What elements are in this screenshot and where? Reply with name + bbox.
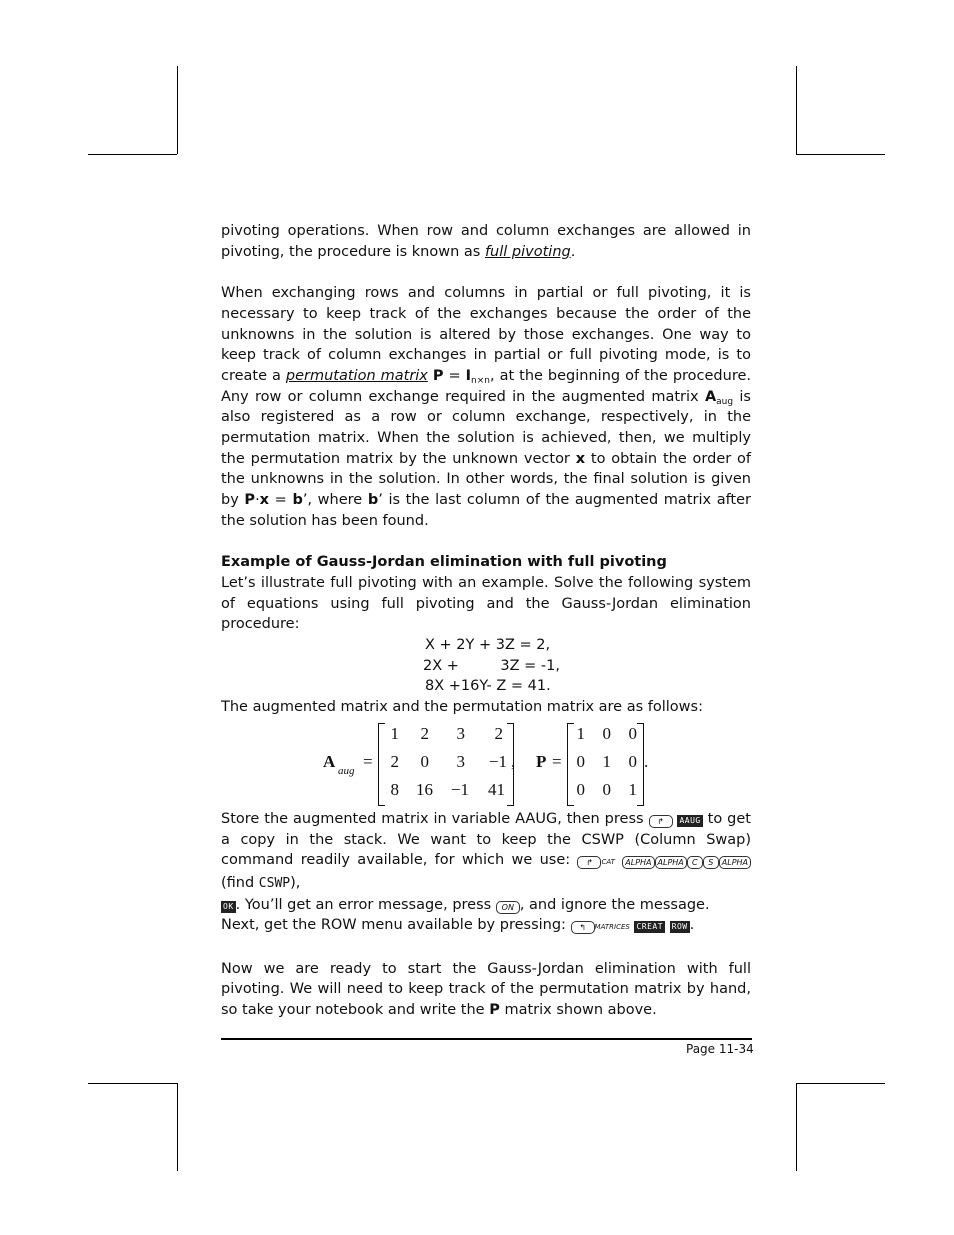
matrix-a-cell: −1 — [450, 779, 469, 799]
page-number: Page 11-34 — [686, 1042, 754, 1056]
right-shift-key-icon: ↱ — [577, 856, 601, 869]
term-full-pivoting: full pivoting — [484, 243, 571, 260]
page-content — [221, 221, 751, 1021]
matrix-a-cell: 2 — [494, 723, 503, 743]
matrix-a-cell: −1 — [488, 751, 507, 771]
crop-mark — [88, 154, 177, 155]
text: When exchanging rows and columns in partial or full pivoting, it is necessary to keep track of the exchanges because the order of the unknowns in the solution is altered by those exchanges. One way to keep track of column exchanges in partial or full pivoting mode, is to create a — [221, 285, 751, 384]
text: · — [255, 492, 260, 509]
equation-3: 8X +16Y- Z = 41. — [425, 678, 551, 695]
crop-mark — [796, 66, 797, 154]
matrix-p-cell: 0 — [628, 723, 637, 743]
matrix-a-cell: 3 — [456, 723, 465, 743]
matrix-p-cell: 1 — [602, 751, 611, 771]
matrix-a-label: A — [323, 751, 336, 771]
matrices-display — [221, 719, 751, 809]
text: = — [269, 492, 293, 509]
softkey-creat: CREAT — [636, 922, 664, 932]
crop-mark — [796, 154, 885, 155]
period: . — [644, 751, 649, 771]
cswp-command: CSWP — [258, 875, 291, 891]
crop-mark — [796, 1083, 797, 1171]
softkey-aaug: AAUG — [679, 815, 701, 825]
footer-rule — [221, 1038, 752, 1040]
paragraph-matrices-intro: The augmented matrix and the permutation matrix are as follows: — [221, 699, 703, 716]
matrix-p-cell: 0 — [602, 779, 611, 799]
text: is also registered as a row or column exchange, respectively, in the permutation matrix. When the solution is achieved, then, we multiply the permutation matrix by the unknown vector — [221, 388, 751, 467]
cat-key-label: CAT — [601, 858, 615, 867]
paragraph-keystrokes — [221, 809, 751, 938]
matrix-p-cell: 0 — [576, 751, 585, 771]
symbol-p: P — [244, 492, 256, 509]
s-key: S — [703, 856, 719, 869]
softkey-ok: OK — [223, 901, 234, 911]
symbol-b: b — [367, 492, 379, 509]
text: pivoting operations. When row and column exchanges are allowed in pivoting, the procedure is known as — [221, 223, 751, 260]
left-shift-key-icon: ↰ — [571, 921, 595, 934]
paragraph-full-pivoting — [221, 221, 751, 262]
matrix-p-cell: 0 — [602, 723, 611, 743]
matrix-a-cell: 41 — [488, 779, 505, 799]
symbol-x: x — [259, 492, 270, 509]
text: , and ignore the message. — [519, 896, 710, 913]
section-heading: Example of Gauss-Jordan elimination with full pivoting — [221, 554, 667, 571]
symbol-a: A — [704, 388, 717, 405]
text: ), — [290, 874, 301, 891]
text: ’, where — [302, 492, 368, 509]
alpha-key: ALPHA — [622, 856, 654, 869]
right-shift-key-icon: ↱ — [649, 815, 673, 828]
crop-mark — [88, 1083, 177, 1084]
text: to obtain the order of the unknowns in the solution. In other words, the final solution is given by — [221, 450, 752, 509]
bracket-right — [637, 723, 644, 806]
text: matrix shown above. — [499, 1002, 657, 1019]
alpha-key: ALPHA — [719, 856, 751, 869]
text: . You’ll get an error message, press — [235, 896, 496, 913]
on-key: ON — [496, 901, 520, 914]
text: Now we are ready to start the Gauss-Jordan elimination with full pivoting. We will need to keep track of the permutation matrix by hand, so take your notebook and write the — [221, 960, 751, 1019]
matrix-a-cell: 16 — [416, 779, 433, 799]
text: Next, get the ROW menu available by pressing: — [221, 917, 571, 934]
symbol-p: P — [432, 367, 444, 384]
symbol-p: P — [489, 1002, 500, 1019]
crop-mark — [796, 1083, 885, 1084]
equation-1: X + 2Y + 3Z = 2, — [425, 637, 551, 654]
paragraph-illustrate: Let’s illustrate full pivoting with an example. Solve the following system of equations using full pivoting and the Gauss-Jordan elimination procedure: — [221, 574, 751, 633]
symbol-x: x — [575, 450, 586, 467]
text: Store the augmented matrix in variable AAUG, then press — [221, 810, 649, 827]
equals-sign: = — [552, 751, 562, 771]
text: to get a copy in the stack. We want to keep the CSWP (Column Swap) command readily available, for which we use: — [221, 810, 751, 869]
matrix-a-cell: 2 — [390, 751, 399, 771]
term-permutation-matrix: permutation matrix — [285, 367, 428, 384]
text: . — [689, 917, 695, 934]
equals-sign: = — [363, 751, 373, 771]
text: , at the beginning of the procedure. Any row or column exchange required in the augmented matrix — [221, 367, 751, 405]
matrix-a-cell: 0 — [420, 751, 429, 771]
matrix-a-cell: 8 — [390, 779, 399, 799]
equation-2: 2X + 3Z = -1, — [423, 657, 560, 674]
crop-mark — [177, 66, 178, 154]
matrix-p-cell: 1 — [576, 723, 585, 743]
softkey-row: ROW — [671, 922, 688, 932]
matrix-p-cell: 0 — [628, 751, 637, 771]
c-key: C — [687, 856, 703, 869]
comma: , — [511, 751, 516, 771]
paragraph-ready — [221, 959, 751, 1021]
symbol-i: I — [465, 367, 472, 384]
matrix-p-label: P — [536, 751, 547, 771]
matrices-key-label: MATRICES — [594, 923, 630, 932]
subscript: n×n — [471, 375, 490, 386]
matrix-p-cell: 0 — [576, 779, 585, 799]
matrix-a-cell: 2 — [420, 723, 429, 743]
matrix-a-cell: 3 — [456, 751, 465, 771]
text: ’ is the last column of the augmented matrix after the solution has been found. — [221, 492, 751, 529]
matrix-p-cell: 1 — [628, 779, 637, 799]
matrix-a-subscript: aug — [338, 764, 355, 777]
text: . — [570, 243, 576, 260]
alpha-key: ALPHA — [655, 856, 687, 869]
paragraph-permutation — [221, 283, 751, 531]
symbol-b: b — [292, 492, 303, 509]
subscript: aug — [716, 396, 734, 407]
matrix-a-cell: 1 — [390, 723, 399, 743]
text: (find — [221, 874, 259, 891]
crop-mark — [177, 1083, 178, 1171]
text: = — [448, 367, 461, 384]
